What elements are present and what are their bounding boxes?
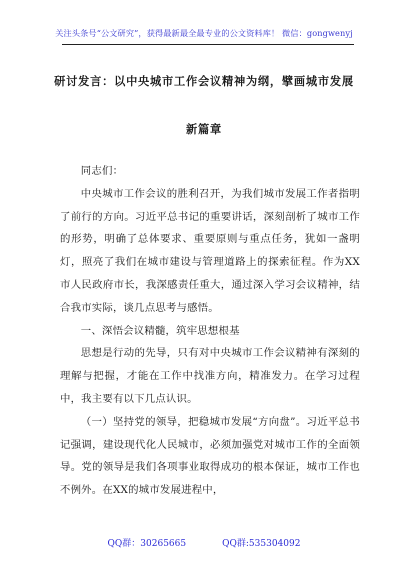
footer [0,536,408,549]
paragraph-intro: 中央城市工作会议的胜利召开，为我们城市发展工作者指明了前行的方向。习近平总书记的重要讲话，深刻剖析了城市工作的形势，明确了总体要求、重要原则与重点任务，犹如一盏明灯，照亮了我们在城市建设与管理道路上的探索征程。作为XX市人民政府市长，我深感责任重大，通过深入学习会议精神，结合我市实际，谈几点思考与感悟。 [60,187,360,314]
document-body [60,160,360,502]
document-title-line-2: 新篇章 [186,122,222,136]
paragraph-section-1: 思想是行动的先导，只有对中央城市工作会议精神有深刻的理解与把握，才能在工作中找准方向，精准发力。在学习过程中，我主要有以下几点认识。 [60,347,360,405]
footer-qq-group-1: QQ群：30265665 [107,539,187,549]
paragraph-subsection-1: （一）坚持党的领导，把稳城市发展“方向盘”。习近平总书记强调，建设现代化人民城市，必须加强党对城市工作的全面领导。党的领导是我们各项事业取得成功的根本保证，城市工作也不例外。在XX的城市发展进程中， [60,415,360,497]
header-note: 关注头条号“公文研究”，获得最新最全最专业的公文资料库！ 微信：gongwenyj [55,28,353,38]
salutation: 同志们： [80,165,124,177]
document-title-line-1: 研讨发言：以中央城市工作会议精神为纲，擘画城市发展 [54,74,354,88]
section-heading-1: 一、深悟会议精髓，筑牢思想根基 [80,324,240,337]
footer-qq-group-2: QQ群:535304092 [222,539,301,549]
header-divider [62,44,354,45]
